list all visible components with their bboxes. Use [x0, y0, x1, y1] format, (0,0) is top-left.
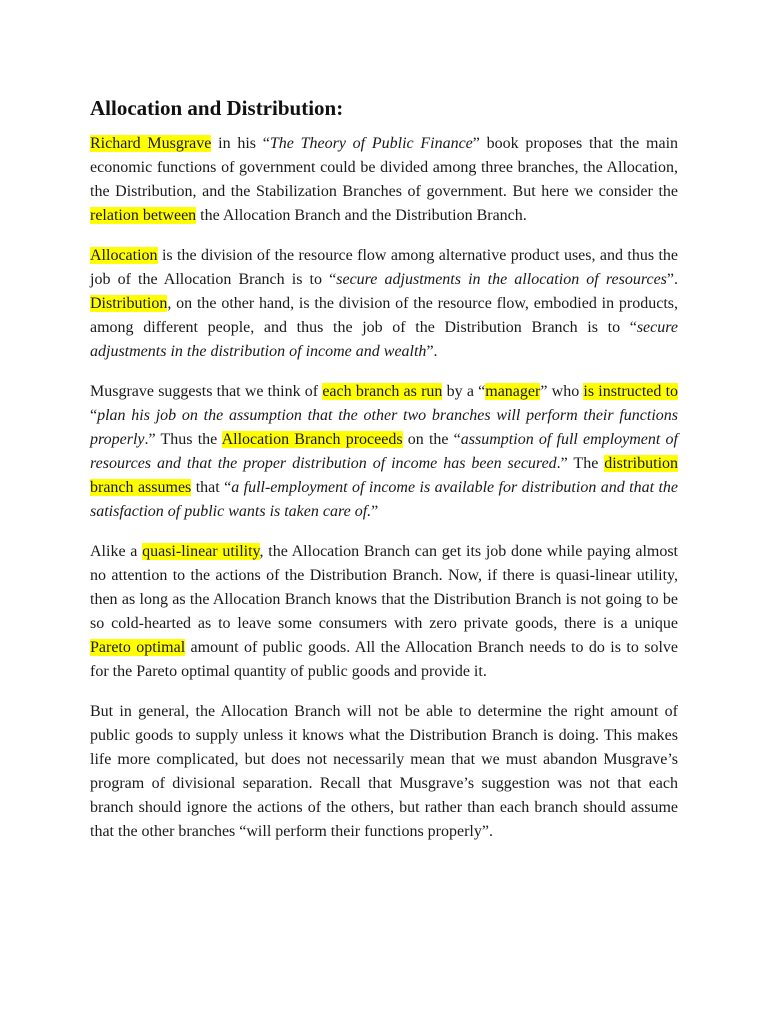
highlight-distribution-branch-assumes: distribution branch assumes: [90, 455, 679, 496]
paragraph-5: [90, 700, 678, 844]
document-title: Allocation and Distribution:: [90, 96, 344, 120]
highlight-quasi-linear-utility: quasi-linear utility: [142, 543, 260, 560]
highlight-allocation-branch-proceeds: Allocation Branch proceeds: [221, 431, 403, 448]
text: But in general, the Allocation Branch will not be able to determine the right amount of public goods to supply unless it knows what the Distribution Branch is doing. This makes life more complicated, but does not necessarily mean that we must abandon Musgrave’s program of divisional separation. Recall that Musgrave’s suggestion was not that each branch should ignore the actions of the others, but rather than each branch should assume that the other branches “will perform their functions properly”.: [90, 703, 678, 840]
text: in his “: [211, 135, 270, 152]
highlight-is-instructed-to: is instructed to: [583, 383, 679, 400]
text: amount of public goods. All the Allocation Branch needs to do is to solve for the Pareto optimal quantity of public goods and provide it.: [90, 639, 678, 680]
document-page: [90, 94, 678, 860]
highlight-distribution: Distribution: [90, 295, 168, 312]
quote-italic: secure adjustments in the allocation of resources: [336, 271, 667, 288]
paragraph-3: [90, 380, 678, 524]
paragraph-1: [90, 132, 678, 228]
text: .” The: [556, 455, 605, 472]
text: is the division of the resource flow among alternative product uses, and thus the job of the Allocation Branch is to “: [90, 247, 678, 288]
highlight-allocation: Allocation: [90, 247, 158, 264]
quote-italic: a full-employment of income is available for distribution and that the satisfaction of public wants is taken care of.: [90, 479, 679, 520]
paragraph-2: [90, 244, 678, 364]
text: ” book proposes that the main economic functions of government could be divided among three branches, the Allocation, the Distribution, and the Stabilization Branches of government. But here we consider the: [90, 135, 679, 200]
text: that “: [191, 479, 232, 496]
text: .” Thus the: [144, 431, 222, 448]
highlight-manager: manager: [485, 383, 541, 400]
text: , the Allocation Branch can get its job done while paying almost no attention to the actions of the Distribution Branch. Now, if there is quasi-linear utility, then as long as the Allocation Branch knows that the Distribution Branch is not going to be so cold-hearted as to leave some consumers with zero private goods, there is a unique: [90, 543, 679, 632]
highlight-pareto-optimal: Pareto optimal: [90, 639, 186, 656]
text: ”.: [666, 271, 679, 288]
highlight-each-branch-as-run: each branch as run: [322, 383, 443, 400]
text: on the “: [402, 431, 461, 448]
text: “: [90, 407, 98, 424]
text: , on the other hand, is the division of the resource flow, embodied in products, among different people, and thus the job of the Distribution Branch is to “: [90, 295, 678, 336]
text: ”: [371, 503, 379, 520]
book-title: The Theory of Public Finance: [269, 135, 473, 152]
text: the Allocation Branch and the Distribution Branch.: [196, 207, 527, 224]
highlight-relation-between: relation between: [90, 207, 197, 224]
text: ”.: [426, 343, 438, 360]
highlight-richard-musgrave: Richard Musgrave: [90, 135, 212, 152]
quote-italic: plan his job on the assumption that the other two branches will perform their functions properly: [90, 407, 678, 448]
text: by a “: [442, 383, 486, 400]
quote-italic: assumption of full employment of resources and that the proper distribution of income has been secured: [90, 431, 678, 472]
text: Musgrave suggests that we think of: [90, 383, 323, 400]
paragraph-4: [90, 540, 678, 684]
text: ” who: [540, 383, 584, 400]
quote-italic: secure adjustments in the distribution of income and wealth: [90, 319, 678, 360]
text: Alike a: [90, 543, 143, 560]
